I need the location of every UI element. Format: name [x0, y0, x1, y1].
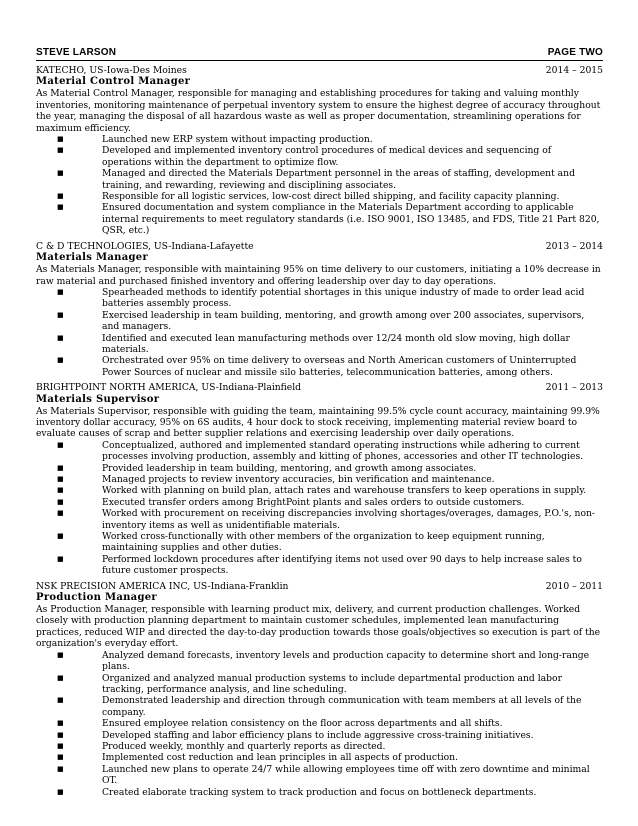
bullet-icon: ■ [57, 287, 64, 296]
bullet-icon: ■ [57, 486, 64, 495]
bullet-icon: ■ [57, 497, 64, 506]
bullet-item [36, 463, 603, 474]
page-header [36, 47, 603, 61]
bullet-text: Worked cross-functionally with other members of the organization to keep equipment running, maintaining supplies and other duties. [102, 531, 545, 554]
job-company: KATECHO, US-Iowa-Des Moines [36, 65, 187, 76]
bullet-item [36, 531, 603, 554]
bullet-text: Ensured documentation and system compliance in the Materials Department according to applicable internal requirements to meet regulatory standards (i.e. ISO 9001, ISO 13485, and FDS, Title 21 Part 820, QSR, etc.) [102, 202, 600, 237]
bullet-item [36, 333, 603, 356]
bullet-item [36, 764, 603, 787]
bullet-icon: ■ [57, 135, 64, 144]
bullet-item [36, 730, 603, 741]
bullet-icon: ■ [57, 356, 64, 365]
bullet-item [36, 497, 603, 508]
bullet-icon: ■ [57, 673, 64, 682]
bullet-icon: ■ [57, 764, 64, 773]
bullet-item [36, 202, 603, 236]
bullet-item [36, 168, 603, 191]
job-dates: 2014 – 2015 [545, 65, 603, 76]
bullet-item [36, 191, 603, 202]
bullet-icon: ■ [57, 333, 64, 342]
job-dates: 2010 – 2011 [545, 580, 603, 592]
bullet-icon: ■ [57, 696, 64, 705]
job-dates: 2011 – 2013 [545, 382, 603, 394]
bullet-text: Organized and analyzed manual production systems to include departmental production and labor tracking, performance analysis, and line scheduling. [102, 672, 562, 695]
bullet-text: Provided leadership in team building, mentoring, and growth among associates. [102, 462, 477, 474]
bullet-text: Spearheaded methods to identify potential shortages in this unique industry of made to order lead acid batteries assembly process. [102, 286, 585, 310]
bullet-icon: ■ [57, 741, 64, 750]
job-dates: 2013 – 2014 [545, 240, 603, 252]
bullet-text: Conceptualized, authored and implemented standard operating instructions while adhering to current processes involving production, assembly and kitting of phones, accessories and other IT technologies. [102, 439, 584, 463]
bullet-text: Worked with planning on build plan, attach rates and warehouse transfers to keep operations in supply. [102, 485, 587, 497]
bullet-text: Ensured employee relation consistency on the floor across departments and all shifts. [102, 718, 503, 730]
bullet-icon: ■ [57, 753, 64, 762]
bullet-text: Analyzed demand forecasts, inventory levels and production capacity to determine short and long-range plans. [102, 649, 590, 673]
bullet-item [36, 287, 603, 310]
job-title: Materials Manager [36, 252, 149, 264]
job-entry [36, 581, 603, 798]
bullet-item [36, 695, 603, 718]
job-summary: As Materials Supervisor, responsible with guiding the team, maintaining 99.5% cycle count accuracy, maintaining 99.9% inventory dollar accuracy, 95% on 6S audits, 4 hour dock to stock receiving, implementing material review board to evaluate causes of scrap and better supplier relations and exercising leadership over daily operations. [36, 405, 600, 440]
bullet-item [36, 650, 603, 673]
job-title: Production Manager [36, 592, 157, 604]
bullet-text: Exercised leadership in team building, mentoring, and growth among over 200 associates, supervisors, and managers. [102, 309, 585, 333]
job-bullets [36, 650, 603, 798]
bullet-icon: ■ [57, 463, 64, 472]
bullet-text: Demonstrated leadership and direction through communication with team members at all levels of the company. [102, 695, 582, 718]
bullet-item [36, 752, 603, 763]
bullet-icon: ■ [57, 310, 64, 319]
bullet-text: Produced weekly, monthly and quarterly reports as directed. [102, 740, 386, 752]
job-bullets [36, 134, 603, 237]
job-entry [36, 241, 603, 378]
bullet-text: Orchestrated over 95% on time delivery to overseas and North American customers of Uninterrupted Power Sources of nuclear and missile silo batteries, telecommunication batteries, among others. [102, 355, 577, 378]
job-company: BRIGHTPOINT NORTH AMERICA, US-Indiana-Plainfield [36, 382, 302, 394]
bullet-item [36, 508, 603, 531]
bullet-text: Launched new plans to operate 24/7 while allowing employees time off with zero downtime and minimal OT. [102, 763, 590, 787]
job-summary: As Production Manager, responsible with learning product mix, delivery, and current production challenges. Worked closely with production planning department to maintain customer schedules, implemented lean manufacturing practices, reduced WIP and directed the day-to-day production towards those goals/objectives so execution is part of the organization's everyday effort. [36, 604, 601, 650]
bullet-text: Managed projects to review inventory accuracies, bin verification and maintenance. [102, 474, 495, 485]
bullet-icon: ■ [57, 554, 64, 563]
bullet-text: Implemented cost reduction and lean principles in all aspects of production. [102, 752, 458, 764]
bullet-text: Managed and directed the Materials Department personnel in the areas of staffing, development and training, and rewarding, reviewing and disciplining associates. [102, 168, 575, 191]
job-bullets [36, 287, 603, 378]
job-company: C & D TECHNOLOGIES, US-Indiana-Lafayette [36, 240, 254, 252]
bullet-item [36, 787, 603, 798]
bullet-item [36, 355, 603, 378]
bullet-icon: ■ [57, 532, 64, 541]
bullet-text: Executed transfer orders among BrightPoint plants and sales orders to outside customers. [102, 496, 525, 508]
job-bullets [36, 440, 603, 577]
resume-page [36, 47, 603, 798]
job-title: Materials Supervisor [36, 393, 160, 405]
bullet-icon: ■ [57, 146, 64, 155]
job-title: Material Control Manager [36, 76, 191, 88]
bullet-text: Responsible for all logistic services, low-cost direct billed shipping, and facility capacity planning. [102, 191, 560, 203]
bullet-icon: ■ [57, 203, 64, 212]
page-label: PAGE TWO [547, 47, 603, 58]
bullet-icon: ■ [57, 719, 64, 728]
bullet-icon: ■ [57, 730, 64, 739]
bullet-item [36, 440, 603, 463]
bullet-item [36, 134, 603, 145]
bullet-icon: ■ [57, 650, 64, 659]
bullet-text: Developed and implemented inventory control procedures of medical devices and sequencing of operations within the department to optimize flow. [102, 145, 552, 168]
bullet-icon: ■ [57, 787, 64, 796]
bullet-item [36, 485, 603, 496]
bullet-icon: ■ [57, 509, 64, 518]
job-summary: As Materials Manager, responsible with maintaining 95% on time delivery to our customers, initiating a 10% decrease in raw material and purchased finished inventory and offering leadership over day to day operations. [36, 264, 601, 287]
bullet-item [36, 145, 603, 168]
bullet-item [36, 718, 603, 729]
bullet-text: Performed lockdown procedures after identifying items not used over 90 days to help increase sales to future customer prospects. [102, 553, 582, 577]
job-entry [36, 382, 603, 577]
bullet-icon: ■ [57, 475, 64, 483]
bullet-text: Created elaborate tracking system to track production and focus on bottleneck departments. [102, 786, 537, 798]
job-entry [36, 65, 603, 237]
bullet-text: Developed staffing and labor efficiency plans to include aggressive cross-training initiatives. [102, 729, 534, 741]
candidate-name: STEVE LARSON [36, 47, 117, 58]
job-company: NSK PRECISION AMERICA INC, US-Indiana-Franklin [36, 580, 289, 592]
bullet-icon: ■ [57, 192, 64, 201]
bullet-item [36, 741, 603, 752]
bullet-icon: ■ [57, 440, 64, 449]
bullet-item [36, 554, 603, 577]
job-summary: As Material Control Manager, responsible for managing and establishing procedures for taking and valuing monthly inventories, monitoring maintenance of perpetual inventory system to ensure the highest degree of accuracy throughout the year, managing the disposal of all hazardous waste as well as proper documentation, streamlining operations for maximum efficiency. [36, 88, 601, 134]
bullet-item [36, 673, 603, 696]
bullet-item [36, 474, 603, 485]
bullet-text: Worked with procurement on receiving discrepancies involving shortages/overages, damages, P.O.'s, non-inventory items as well as unidentifiable materials. [102, 508, 596, 531]
bullet-item [36, 310, 603, 333]
bullet-text: Launched new ERP system without impacting production. [102, 134, 373, 146]
bullet-text: Identified and executed lean manufacturing methods over 12/24 month old slow moving, high dollar materials. [102, 332, 570, 355]
bullet-icon: ■ [57, 169, 64, 178]
